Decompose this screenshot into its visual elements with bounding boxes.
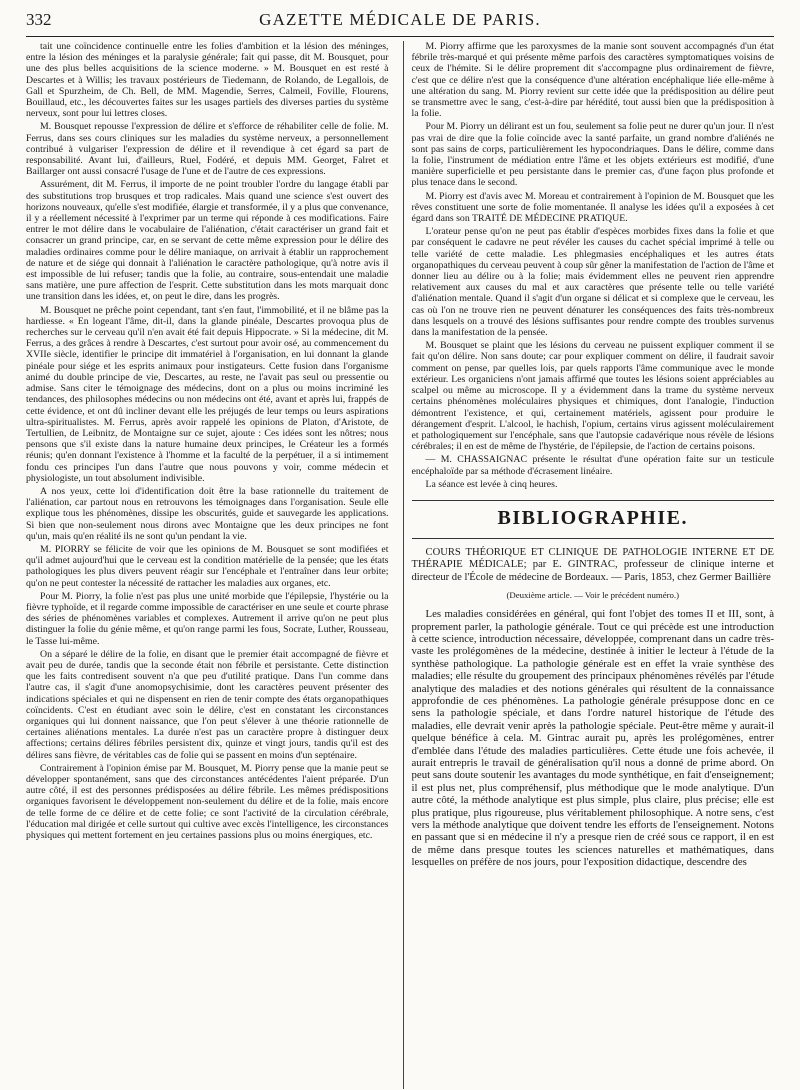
paragraph: M. Bousquet se plaint que les lésions du cerveau ne puissent expliquer comment il se fait qu'on délire. Non sans doute; car pour expliquer comment on délire, il faudrait savoir comment on pense, par quelles lois, par quels rapports l'âme communique avec le monde extérieur. Les organiciens n'ont jamais affirmé que toutes les lésions soient appréciables au scalpel ou même au microscope. Il y a évidemment dans la trame du système nerveux certains phénomènes moléculaires physiques et chimiques, dont l'analogie, l'induction démontrent l'existence, et qui, certainement matériels, agissent pour produire le dérangement d'esprit. L'alcool, le hachish, l'opium, certains virus agissent moléculairement et pathologiquement sur l'encéphale, sans que l'autopsie cadavérique nous révèle de lésions cérébrales; il en est de même de l'hystérie, de l'épilepsie, de l'action de certains poisons. — [411, 340, 774, 453]
bibliography-reference: COURS THÉORIQUE ET CLINIQUE DE PATHOLOGIE INTERNE ET DE THÉRAPIE MÉDICALE; par E. GINTRAC, professeur de clinique interne et directeur de l'École de médecine de Bordeaux. — Paris, 1853, chez Germer Baillière — [411, 546, 774, 583]
paragraph: M. Piorry affirme que les paroxysmes de la manie sont souvent accompagnés d'un état fébrile très-marqué et qui présente même parfois des caractères symptomatiques voisins de ceux de l'hémite. Si le délire proprement dit s'accompagne plus ordinairement de fièvre, c'est que ce délire n'est que la conséquence d'une altération encéphalique liée elle-même à une altération du sang. M. Piorry revient sur cette idée que la prédisposition au délire peut se transmettre avec le sang, c'est-à-dire par hérédité, tout aussi bien que la prédisposition à la folie. — [411, 41, 774, 120]
paragraph: Pour M. Piorry un délirant est un fou, seulement sa folie peut ne durer qu'un jour. Il n'est pas vrai de dire que la folie coïncide avec la santé parfaite, un grand nombre d'aliénés ne sont pas sains de corps, particulièrement les hypocondriaques. Dans le délire, comme dans la folie, l'instrument de médiation entre l'âme et les objets extérieurs est modifié, d'une manière superficielle et peu persistante dans le premier cas, d'une façon plus profonde et plus tenace dans le second. — [411, 121, 774, 189]
article-note: (Deuxième article. — Voir le précédent numéro.) — [506, 590, 680, 601]
paragraph: On a séparé le délire de la folie, en disant que le premier était accompagné de fièvre et avait peu de durée, tandis que la seconde était non fébrile et persistante. Cette distinction que les faits contredisent souvent n'a que peu d'utilité pratique. Dans l'un comme dans l'autre cas, il s'agit d'une anomopsychisimie, dont les caractères peuvent présenter des indications spéciales et qui ne dispensent en rien de tenir compte des états organopathiques coïncidents. C'est en étudiant avec soin le délire, c'est en constatant les circonstances organiques qui lui donnent naissance, que l'on peut s'élever à une théorie rationnelle de certaines aliénations mentales. La durée n'est pas un caractère propre à distinguer deux affections; certains délires fébriles persistent dix, quinze et vingt jours, tandis qu'il est des délires sans fièvre, de véritables cas de folie qui se passent en moins d'un septénaire. — [26, 648, 389, 761]
paragraph: M. Bousquet ne prêche point cependant, tant s'en faut, l'immobilité, et il ne blâme pas la hardiesse. « En logeant l'âme, dit-il, dans la glande pinéale, Descartes provoqua plus de recherches sur le cerveau qu'il n'en avait été fait depuis Hippocrate. » Si la médecine, dit M. Ferrus, a des grâces à rendre à Descartes, c'est surtout pour avoir osé, au commencement du XVIIe siècle, identifier le principe dit immatériel à l'organisation, en lui donnant la glande pinéale pour siége et les esprits animaux pour instigateurs. Cette fusion dans l'organisme animé du double principe de vie, Descartes, au reste, ne l'avait pas seul ou pressentie ou admise. Sans citer le témoignage des médecins, dont on a plus ou moins incriminé les tendances, des philosophes médecins ou non médecins ont été, avant et après lui, frappés de cette évidence, et ont dû incliner devant elle les préjugés de leur temps ou leurs aspirations ultra-spiritualistes. M. Ferrus, après avoir rappelé les opinions de Platon, d'Aristote, de Tertullien, de Leibnitz, de Montaigne sur ce sujet, ajoute : Ces idées sont les nôtres; nous pensons que s'il existe dans la nature humaine deux principes, le Créateur les a formés réunis; qu'en donnant l'existence à l'homme et la faculté de la perpétuer, il a si intimement fondu ces principes l'un dans l'autre que nous pouvons y voir, comme médecin et physiologiste, un tout absolument indivisible. — [26, 304, 389, 484]
paragraph: M. Bousquet repousse l'expression de délire et s'efforce de réhabiliter celle de folie. M. Ferrus, dans ses cours cliniques sur les maladies du système nerveux, a personnellement contribué à vulgariser l'expression de délire et il revendique à cet égard sa part de responsabilité. Avant lui, d'ailleurs, Ruel, Fodéré, et depuis MM. Georget, Falret et Baillarger ont aussi consacré l'usage de l'une et de l'autre de ces expressions. — [26, 121, 389, 178]
section-divider — [412, 538, 775, 539]
left-column — [26, 41, 389, 1089]
paragraph: M. PIORRY se félicite de voir que les opinions de M. Bousquet se sont modifiées et qu'il admet aujourd'hui que le cerveau est la condition matérielle de la pensée; que les états pathologiques les plus divers peuvent réagir sur l'encéphale et l'entraîner dans leur orbite; qu'on ne peut contester la nécessité de rattacher les maladies aux organes, etc. — [26, 543, 389, 589]
paragraph: Pour M. Piorry, la folie n'est pas plus une unité morbide que l'épilepsie, l'hystérie ou la fièvre typhoïde, et il regarde comme impossible de caractériser en une seule et courte phrase des séries de phénomènes variables et complexes. Autrement il arrive qu'on ne peut plus distinguer la folie du génie même, et qu'on range parmi les fous, Socrate, Luther, Rousseau, le Tasse lui-même. — [26, 590, 389, 647]
paragraph: L'orateur pense qu'on ne peut pas établir d'espèces morbides fixes dans la folie et que par conséquent le cadavre ne peut révéler les causes du cachet spécial imprimé à telle ou telle variété de cette maladie. Les phlegmasies encéphaliques et les autres états organopathiques du cerveau peuvent à coup sûr gêner la manifestation de l'action de l'âme et donner lieu au délire ou à la folie; mais évidemment elles ne peuvent rien apprendre relativement aux causes du mal et aux caractères que présente telle ou telle variété d'aliénation mentale. Quand il s'agit d'un organe si délicat et si complexe que le cerveau, les cas où l'on ne trouve rien ne peuvent dénaturer les conséquences des faits très-nombreux dans lesquels on a trouvé des lésions suffisantes pour rendre compte des troubles survenus dans la manifestation de la pensée. — [411, 226, 774, 339]
page-header — [26, 10, 774, 37]
paragraph: — M. CHASSAIGNAC présente le résultat d'une opération faite sur un testicule encéphaloïde par sa méthode d'écrasement linéaire. — [411, 454, 774, 477]
session-closing: La séance est levée à cinq heures. — [425, 478, 558, 490]
right-column — [403, 41, 775, 1089]
section-divider — [412, 500, 775, 501]
bibliography-body — [412, 608, 775, 869]
page-number: 332 — [26, 10, 52, 29]
paragraph: Les maladies considérées en général, qui font l'objet des tomes II et III, sont, à proprement parler, la pathologie générale. Tout ce qui précède est une introduction à cette science, introduction nécessaire, développée, comprenant dans un cadre très-vaste les prolégomènes de la médecine, destinée à initier le lecteur à l'étude de la synthèse pathologique. La pathologie générale est en effet la vraie synthèse des maladies; elle résulte du groupement des principaux phénomènes révélés par l'étude analytique des maladies et des notions générales qui résultent de la connaissance approfondie de ces phénomènes. La pathologie générale présuppose donc en ce sens la pathologie spéciale, et dans l'ordre naturel historique de l'étude des maladies, elle devrait venir après la pathologie spéciale. Peut-être même y aurait-il quelque bénéfice à cela. M. Gintrac aurait pu, après les prolégomènes, entrer d'emblée dans l'étude des maladies particulières. Cette étude une fois achevée, il aurait entrepris le travail de généralisation qu'il nous a donné de prime abord. On peut sans doute soutenir les avantages du mode synthétique, en fait d'enseignement; il est plus net, plus compréhensif, plus méthodique que le mode analytique. D'un autre côté, la méthode analytique est plus simple, plus claire, plus précise; elle est plus pratique, plus rigoureuse, plus véritablement philosophique. A notre sens, c'est vers la méthode analytique que doivent tendre les efforts de l'enseignement. Notons en passant que si en médecine il n'y a presque rien de créé sous ce rapport, il en est de même dans presque toutes les sciences naturelles et mathématiques, dans lesquelles on préfère de nos jours, pour l'exposition didactique, descendre des — [411, 608, 774, 869]
paragraph: Assurément, dit M. Ferrus, il importe de ne point troubler l'ordre du langage établi par des substitutions trop brusques et trop radicales. Mais quand une science s'est ouvert des horizons nouveaux, qu'elle s'est modifiée, élargie et transformée, il y a plus que convenance, il y a réellement nécessité à l'exprimer par un terme qui réponde à ces modifications. Faire entrer le mot délire dans le vocabulaire de l'aliénation, c'était caractériser un grand fait et consacrer un grand principe, car, en se servant de cette même expression pour le délire des maladies ordinaires comme pour le délire maniaque, on arrivait à établir un rapprochement de nature et de siége qui donnait à l'aliénation le caractère pathologique, qu'à notre avis il est impossible de lui refuser; tandis que la folie, au contraire, sous-entendait une maladie sans matière, une pure affection de l'esprit. Cette substitution dans les mots marquait donc une transition dans les idées, et, on peut le dire, dans les progrès. — [26, 179, 389, 303]
columns — [26, 41, 774, 1089]
journal-title: GAZETTE MÉDICALE DE PARIS. — [259, 10, 541, 29]
paragraph: M. Piorry est d'avis avec M. Moreau et contrairement à l'opinion de M. Bousquet que les rêves constituent une sorte de folie momentanée. Il analyse les idées qu'il a exposées à cet égard dans son TRAITÉ DE MÉDECINE PRATIQUE. — [411, 190, 774, 225]
paragraph: Contrairement à l'opinion émise par M. Bousquet, M. Piorry pense que la manie peut se développer spontanément, sans que des circonstances antécédentes l'aient préparée. D'un autre côté, il est des personnes prédisposées au délire fébrile. Les mêmes prédispositions organiques favorisent le développement non-seulement du délire et de la folie, mais encore de telle forme de ce délire et de cette folie; ce sont l'activité de la circulation cérébrale, l'éducation mal dirigée et celle surtout qui cultive avec excès l'intelligence, les circonstances physiques qui mettent fortement en jeu certaines passions plus ou moins énergiques, etc. — [26, 762, 389, 842]
bibliography-heading: BIBLIOGRAPHIE. — [497, 506, 688, 529]
paragraph: tait une coïncidence continuelle entre les folies d'ambition et la lésion des méninges, entre la lésion des méninges et la paralysie générale; fait qui passe, dit M. Bousquet, pour une des plus belles acquisitions de la science moderne. » M. Bousquet en est resté à Descartes et à Willis; les travaux postérieurs de Tiedemann, de Rolando, de Legallois, de Gall et Spurzheim, de Ch. Bell, de MM. Magendie, Serres, Calmeil, Foville, Flourens, Bouillaud, etc., les découvertes faites sur les usages partiels des diverses parties du système nerveux, sont pour lui lettres closes. — [26, 41, 389, 120]
paragraph: A nos yeux, cette loi d'identification doit être la base rationnelle du traitement de l'aliénation, car partout nous en retrouvons les témoignages dans l'organisation. Seule elle explique tous les phénomènes, dissipe les obscurités, guide et sauvegarde les applications. Si bien que non-seulement nous dirons avec Montaigne que les deux principes ne font qu'un, mais qu'en réalité ils ne sont qu'un pendant la vie. — [26, 485, 389, 542]
